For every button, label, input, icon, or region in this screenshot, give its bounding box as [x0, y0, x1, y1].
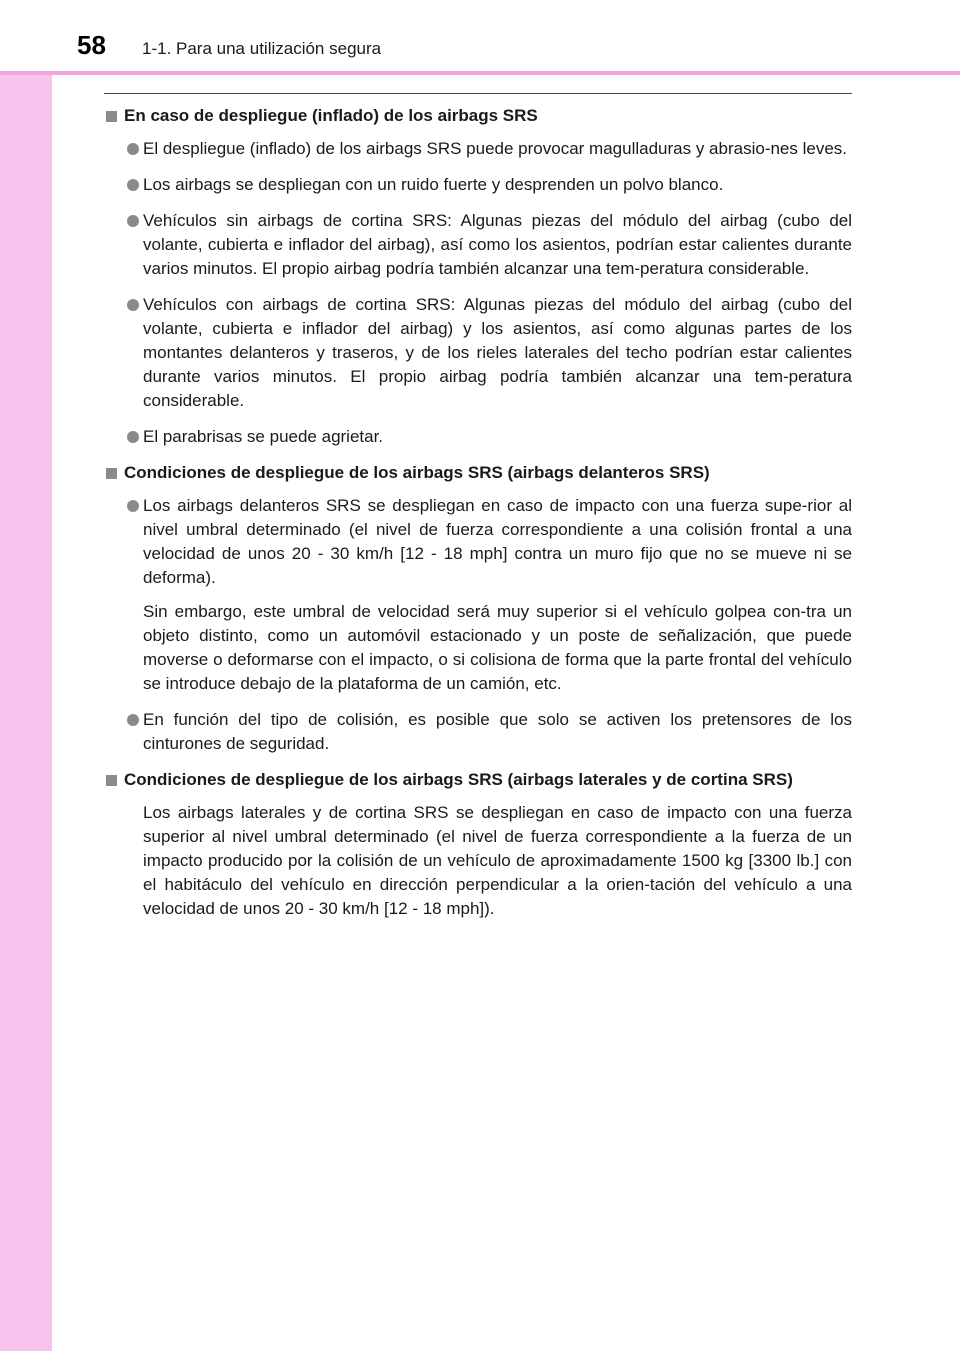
list-item: El parabrisas se puede agrietar.	[105, 425, 852, 449]
section-side-curtain-airbag-conditions	[105, 768, 852, 921]
square-bullet-icon	[106, 775, 117, 786]
circle-bullet-icon	[127, 299, 139, 311]
list-item: Los airbags delanteros SRS se despliegan en caso de impacto con una fuerza supe-rior al nivel umbral determinado (el nivel de fuerza correspondiente a una colisión frontal a una velocidad de unos 20 - 30 km/h [12 - 18 mph] contra un muro fijo que no se mueve ni se deforma).	[105, 494, 852, 590]
circle-bullet-icon	[127, 179, 139, 191]
side-tab-strip	[0, 0, 52, 1351]
content-divider	[104, 93, 852, 94]
list-item: El despliegue (inflado) de los airbags SRS puede provocar magulladuras y abrasio-nes leves.	[105, 137, 852, 161]
section-front-airbag-conditions	[105, 461, 852, 756]
page-number: 58	[77, 30, 106, 60]
section-airbag-deployment	[105, 104, 852, 449]
square-bullet-icon	[106, 468, 117, 479]
header-band	[0, 0, 960, 71]
page-content	[105, 104, 852, 933]
section-heading: En caso de despliegue (inflado) de los airbags SRS	[105, 104, 852, 128]
circle-bullet-icon	[127, 431, 139, 443]
section-heading: Condiciones de despliegue de los airbags SRS (airbags laterales y de cortina SRS)	[105, 768, 852, 792]
list-item: Vehículos sin airbags de cortina SRS: Algunas piezas del módulo del airbag (cubo del volante, cubierta e inflador del airbag), así como los asientos, podrían estar calientes durante varios minutos. El propio airbag podría también alcanzar una tem-peratura considerable.	[105, 209, 852, 281]
chapter-title: 1-1. Para una utilización segura	[142, 39, 382, 58]
list-item: Los airbags se despliegan con un ruido fuerte y desprenden un polvo blanco.	[105, 173, 852, 197]
circle-bullet-icon	[127, 500, 139, 512]
circle-bullet-icon	[127, 215, 139, 227]
circle-bullet-icon	[127, 714, 139, 726]
list-item-continuation: Sin embargo, este umbral de velocidad será muy superior si el vehículo golpea con-tra un objeto distinto, como un automóvil estacionado y un poste de señalización, que puede moverse o deformarse con el impacto, o si colisiona de forma que la parte frontal del vehículo se introduce debajo de la plataforma de un camión, etc.	[143, 602, 852, 693]
square-bullet-icon	[106, 111, 117, 122]
list-item: En función del tipo de colisión, es posible que solo se activen los pretensores de los cinturones de seguridad.	[105, 708, 852, 756]
header-rule	[0, 71, 960, 75]
section-paragraph: Los airbags laterales y de cortina SRS se despliegan en caso de impacto con una fuerza superior al nivel umbral determinado (el nivel de fuerza correspondiente a la fuerza de un impacto producido por la colisión de un vehículo de aproximadamente 1500 kg [3300 lb.] con el habitáculo del vehículo en dirección perpendicular a la orien-tación del vehículo a una velocidad de unos 20 - 30 km/h [12 - 18 mph]).	[143, 803, 852, 918]
section-heading: Condiciones de despliegue de los airbags SRS (airbags delanteros SRS)	[105, 461, 852, 485]
list-item: Vehículos con airbags de cortina SRS: Algunas piezas del módulo del airbag (cubo del volante, cubierta e inflador del airbag) y los asientos, así como algunas partes de los montantes delanteros y traseros, y de los rieles laterales del techo podrían estar calientes durante varios minutos. El propio airbag podría también alcanzar una tem-peratura considerable.	[105, 293, 852, 413]
circle-bullet-icon	[127, 143, 139, 155]
